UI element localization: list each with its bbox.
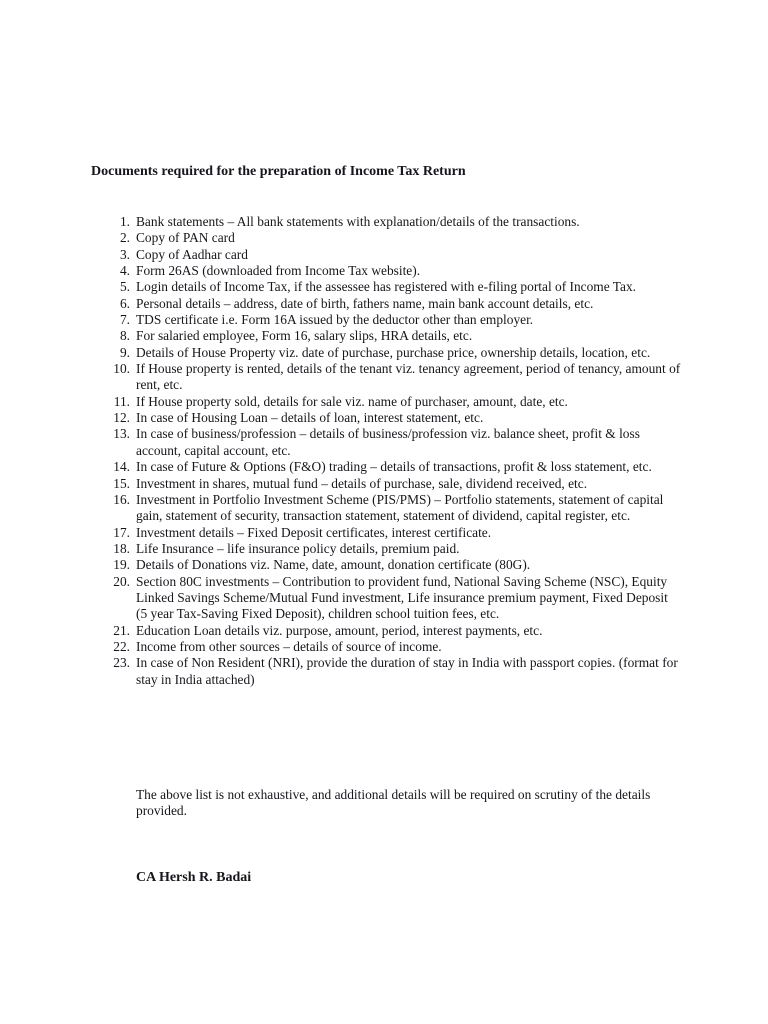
- list-item-text: If House property is rented, details of the tenant viz. tenancy agreement, period of tenancy, amount of rent, etc.: [136, 361, 681, 393]
- list-item-number: 14.: [113, 459, 130, 475]
- list-item-text: Copy of PAN card: [136, 230, 235, 246]
- list-item-number: 4.: [119, 263, 130, 279]
- list-item-text: In case of Non Resident (NRI), provide the duration of stay in India with passport copies. (format for stay in India attached): [136, 655, 678, 687]
- list-item-number: 8.: [119, 328, 130, 344]
- list-item-text: Investment in shares, mutual fund – details of purchase, sale, dividend received, etc.: [136, 475, 588, 491]
- list-item: [119, 279, 681, 295]
- list-item-text: Details of House Property viz. date of purchase, purchase price, ownership details, location, etc.: [136, 344, 651, 360]
- list-item-text: Investment details – Fixed Deposit certificates, interest certificate.: [136, 524, 492, 540]
- list-item-number: 5.: [119, 279, 130, 295]
- list-item: [113, 573, 681, 623]
- list-item-number: 13.: [113, 426, 130, 442]
- list-item-text: Bank statements – All bank statements with explanation/details of the transactions.: [136, 214, 580, 229]
- list-item-text: TDS certificate i.e. Form 16A issued by the deductor other than employer.: [136, 312, 534, 328]
- list-item: [113, 491, 681, 525]
- list-item-number: 3.: [119, 246, 130, 262]
- list-item: [119, 246, 681, 263]
- list-item-text: Personal details – address, date of birth, fathers name, main bank account details, etc.: [136, 295, 594, 311]
- list-item: [113, 410, 681, 426]
- list-item: [113, 524, 681, 541]
- list-item: [119, 312, 681, 328]
- list-item-text: Income from other sources – details of source of income.: [136, 638, 442, 654]
- list-item-number: 16.: [113, 491, 130, 507]
- list-item-number: 1.: [119, 214, 130, 229]
- list-item-number: 19.: [113, 557, 130, 573]
- list-item-text: Section 80C investments – Contribution to provident fund, National Saving Scheme (NSC), Equity Linked Savings Scheme/Mutual Fund investment, Life insurance premium payment, Fixed Deposit (5 year Tax-Saving Fixed Deposit), children school tuition fees, etc.: [136, 573, 668, 622]
- list-item: [113, 459, 681, 475]
- list-item-text: In case of Future & Options (F&O) trading – details of transactions, profit & loss statement, etc.: [136, 459, 652, 475]
- list-item-number: 18.: [113, 540, 130, 556]
- list-item-text: Copy of Aadhar card: [136, 246, 248, 262]
- list-item: [119, 295, 681, 312]
- list-item-text: Education Loan details viz. purpose, amount, period, interest payments, etc.: [136, 622, 543, 638]
- list-item-text: Login details of Income Tax, if the assessee has registered with e-filing portal of Income Tax.: [136, 279, 636, 295]
- list-item: [119, 214, 681, 230]
- list-item: [113, 426, 681, 459]
- list-item-text: For salaried employee, Form 16, salary slips, HRA details, etc.: [136, 328, 473, 344]
- list-item: [119, 328, 681, 344]
- list-item: [113, 557, 681, 573]
- list-item-text: Form 26AS (downloaded from Income Tax website).: [136, 263, 421, 279]
- list-item-text: Investment in Portfolio Investment Scheme (PIS/PMS) – Portfolio statements, statement of capital gain, statement of security, transaction statement, statement of dividend, capital register, etc.: [136, 491, 664, 524]
- list-item: [113, 655, 681, 688]
- list-item-number: 11.: [113, 393, 130, 409]
- list-item-number: 9.: [119, 344, 130, 360]
- list-item-number: 17.: [113, 524, 130, 540]
- list-item-text: Life Insurance – life insurance policy details, premium paid.: [136, 540, 460, 556]
- list-item: [113, 540, 681, 557]
- list-item-number: 6.: [119, 295, 130, 311]
- list-item: [113, 361, 681, 394]
- list-item-number: 20.: [113, 573, 130, 589]
- required-documents-list: [113, 214, 681, 688]
- list-item: [119, 344, 681, 361]
- list-item-number: 22.: [113, 638, 130, 654]
- list-item: [113, 393, 681, 410]
- list-item-number: 2.: [119, 230, 130, 246]
- list-item: [119, 230, 681, 246]
- list-item-text: In case of Housing Loan – details of loan, interest statement, etc.: [136, 410, 484, 426]
- list-item-text: In case of business/profession – details of business/profession viz. balance sheet, profit & loss account, capital account, etc.: [136, 426, 640, 458]
- list-item: [113, 638, 681, 655]
- list-item-text: Details of Donations viz. Name, date, amount, donation certificate (80G).: [136, 557, 531, 573]
- list-item-number: 10.: [113, 361, 130, 377]
- list-item-number: 21.: [113, 622, 130, 638]
- disclaimer-note: The above list is not exhaustive, and additional details will be required on scrutiny of the details provided.: [136, 787, 651, 819]
- list-item: [113, 622, 681, 639]
- list-item-number: 12.: [113, 410, 130, 426]
- list-item-number: 15.: [113, 475, 130, 491]
- list-item-text: If House property sold, details for sale viz. name of purchaser, amount, date, etc.: [136, 393, 568, 409]
- list-item: [113, 475, 681, 492]
- signature: CA Hersh R. Badai: [136, 870, 252, 885]
- list-item-number: 7.: [119, 312, 130, 328]
- list-item-number: 23.: [113, 655, 130, 671]
- list-item: [119, 263, 681, 279]
- document-title: Documents required for the preparation of Income Tax Return: [91, 164, 466, 179]
